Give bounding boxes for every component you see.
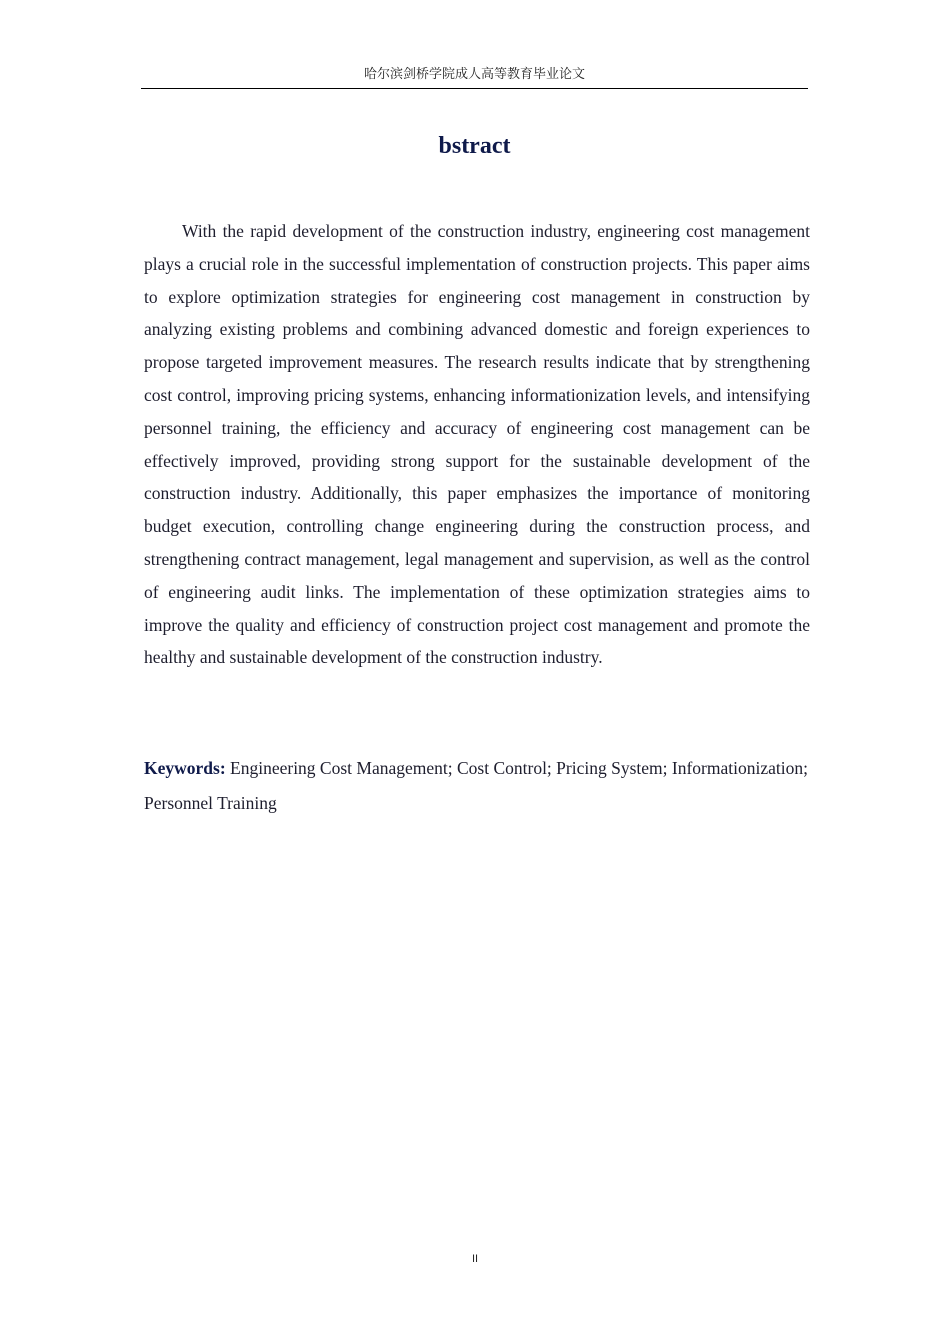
keywords-list: Engineering Cost Management; Cost Control; Pricing System; Informationization; Personnel Training xyxy=(144,758,808,813)
page-header xyxy=(141,66,808,89)
keywords-label: Keywords: xyxy=(144,758,226,778)
page-title: bstract xyxy=(438,133,511,159)
keywords-paragraph xyxy=(144,751,810,821)
page-number: II xyxy=(471,1253,479,1265)
abstract-body: With the rapid development of the construction industry, engineering cost management plays a crucial role in the successful implementation of construction projects. This paper aims to explore optimization strategies for engineering cost management in construction by analyzing existing problems and combining advanced domestic and foreign experiences to propose targeted improvement measures. The research results indicate that by strengthening cost control, improving pricing systems, enhancing informationization levels, and intensifying personnel training, the efficiency and accuracy of engineering cost management can be effectively improved, providing strong support for the sustainable development of the construction industry. Additionally, this paper emphasizes the importance of monitoring budget execution, controlling change engineering during the construction process, and strengthening contract management, legal management and supervision, as well as the control of engineering audit links. The implementation of these optimization strategies aims to improve the quality and efficiency of construction project cost management and promote the healthy and sustainable development of the construction industry. xyxy=(144,221,810,668)
institution-title: 哈尔滨剑桥学院成人高等教育毕业论文 xyxy=(363,67,585,82)
